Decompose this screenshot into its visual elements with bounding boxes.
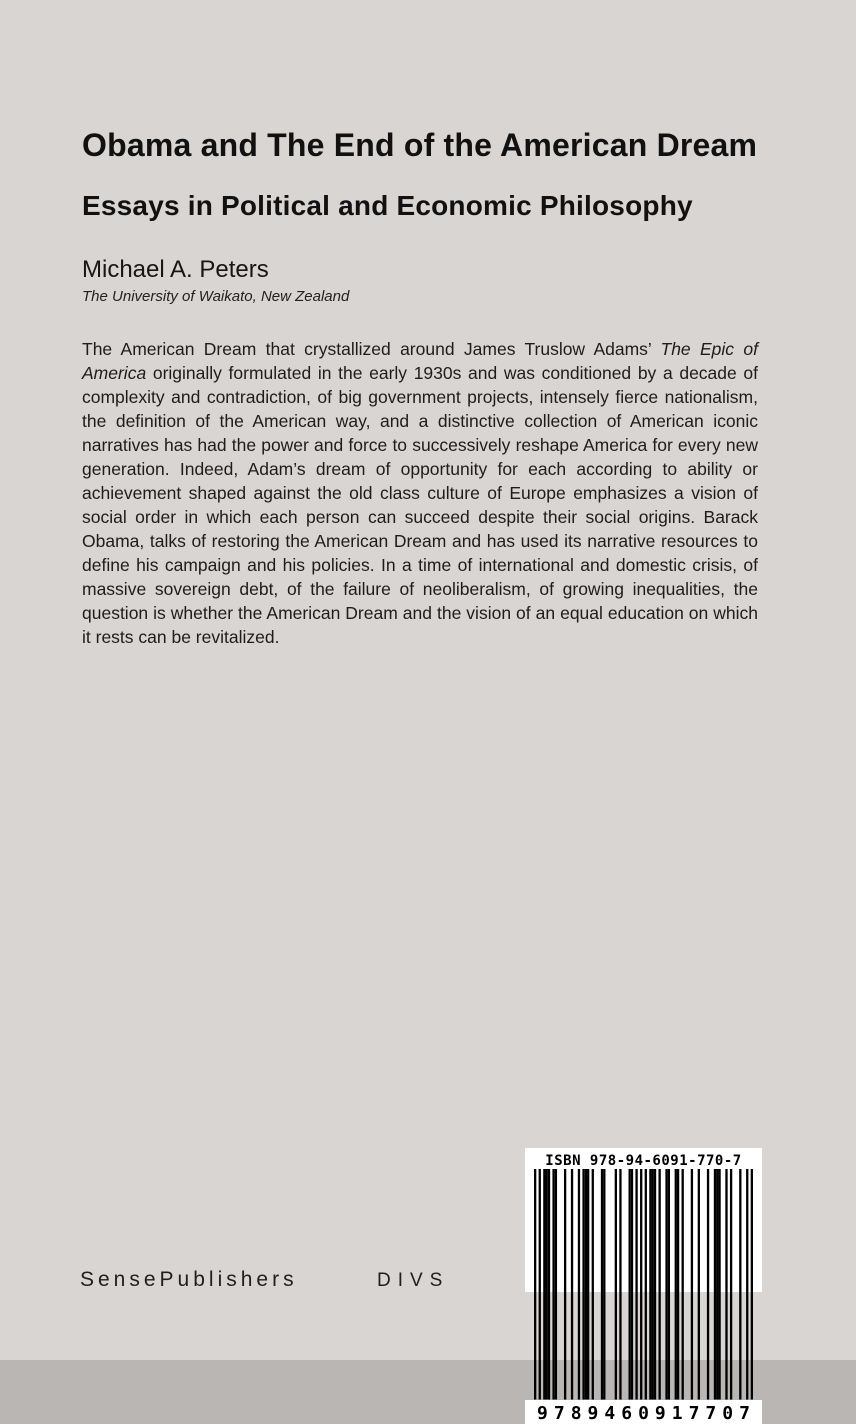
barcode-bars-wrap [525,1169,762,1400]
book-title: Obama and The End of the American Dream [82,127,758,163]
book-subtitle: Essays in Political and Economic Philosophy [82,189,693,221]
cover-content [0,0,856,649]
barcode-digits: 9789460917707 [525,1400,762,1424]
blurb-italic-book-title: The Epic of America [82,338,758,383]
author-affiliation: The University of Waikato, New Zealand [82,287,350,305]
barcode-bars-icon [534,1169,753,1400]
isbn-number-label: ISBN 978-94-6091-770-7 [545,1153,742,1169]
author-name: Michael A. Peters [82,255,269,283]
book-blurb [82,337,758,649]
blurb-text-part1: The American Dream that crystallized around James Truslow Adams’ [82,338,661,359]
blurb-text-part2: originally formulated in the early 1930s and was conditioned by a decade of complexity and contradiction, of big government projects, intensely fierce nationalism, the definition of the American way, and a distinctive collection of American iconic narratives has had the power and force to successively reshape America for every new generation. Indeed, Adam’s dream of opportunity for each according to ability or achievement shaped against the old class culture of Europe emphasizes a vision of social order in which each person can succeed despite their social origins. Barack Obama, talks of restoring the American Dream and has used its narrative resources to define his campaign and his policies. In a time of international and domestic crisis, of massive sovereign debt, of the failure of neoliberalism, of growing inequalities, the question is whether the American Dream and the vision of an equal education on which it rests can be revitalized. [82,362,758,647]
publisher-name: SensePublishers [80,1268,298,1291]
series-code: DIVS [377,1270,450,1291]
isbn-barcode-block [525,1148,762,1424]
